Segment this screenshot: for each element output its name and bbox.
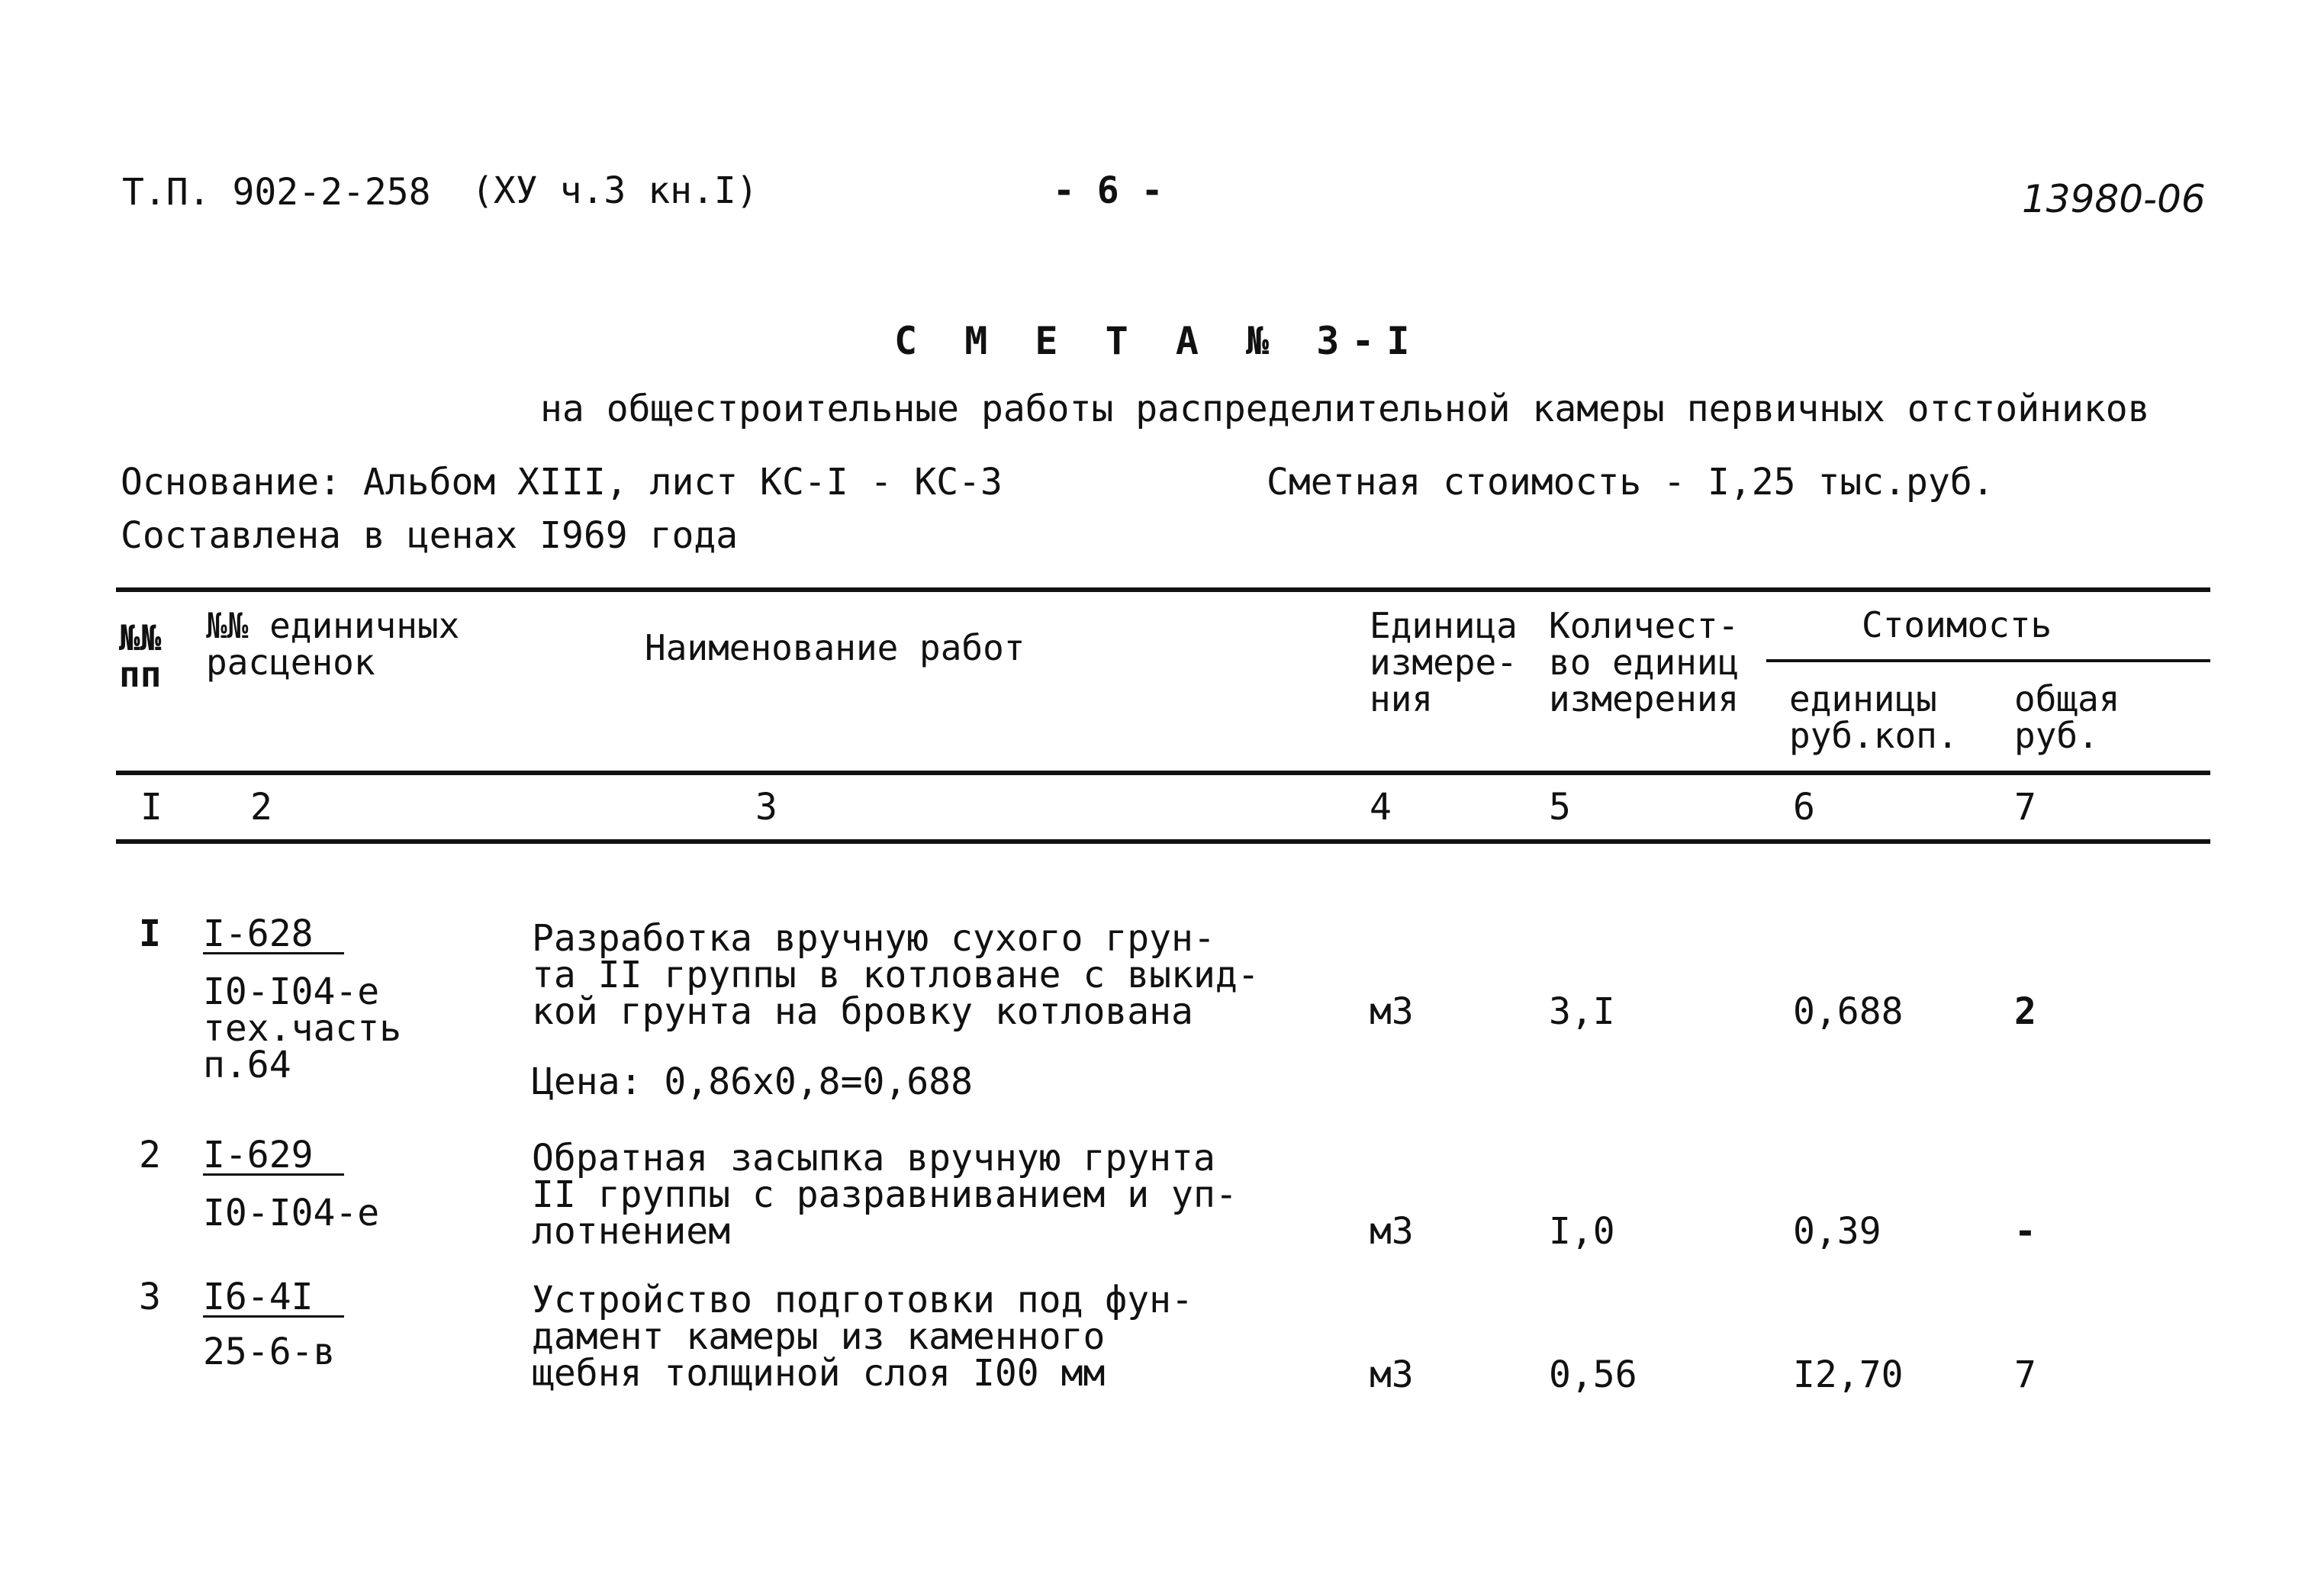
cost-group-rule (1766, 659, 2210, 662)
number-row-rule (116, 839, 2210, 844)
row-number: I (139, 912, 161, 955)
column-number-1: I (140, 786, 163, 829)
column-number-3: 3 (755, 786, 777, 829)
total-cost: 2 (2014, 990, 2036, 1033)
unit-cost: I2,70 (1793, 1353, 1904, 1396)
quantity: 0,56 (1549, 1353, 1637, 1396)
rate-reference: I0-I04-е тех.часть п.64 (203, 970, 402, 1086)
rate-code: I-629 (203, 1137, 344, 1176)
header-cost-group: Стоимость (1862, 604, 2052, 645)
unit-of-measure: м3 (1370, 990, 1414, 1033)
volume-reference: (ХУ ч.3 кн.I) (472, 169, 758, 212)
header-rate-number: №№ единичных расценок (206, 605, 460, 683)
document-title: С М Е Т А № 3-I (894, 319, 1422, 363)
header-total-cost: общая руб. (2014, 678, 2120, 756)
estimated-cost: Сметная стоимость - I,25 тыс.руб. (1267, 461, 1994, 504)
column-number-4: 4 (1370, 786, 1392, 829)
row-number: 2 (139, 1134, 161, 1176)
column-number-2: 2 (250, 786, 272, 829)
column-number-6: 6 (1793, 786, 1815, 829)
header-row-number: №№ пп (119, 617, 162, 695)
header-unit-cost: единицы руб.коп. (1789, 678, 1959, 756)
work-description: Разработка вручную сухого грун- та II группы в котловане с выкид- кой грунта на бровку котлована (532, 917, 1260, 1033)
doc-reference: Т.П. 902-2-258 (122, 171, 431, 214)
work-description: Обратная засыпка вручную грунта II группы с разравниванием и уп- лотнением (532, 1137, 1238, 1253)
page-number: - 6 - (1053, 169, 1164, 212)
unit-of-measure: м3 (1370, 1210, 1414, 1253)
archive-stamp-number: 13980-06 (2022, 177, 2206, 221)
work-description: Устройство подготовки под фун- дамент камеры из каменного щебня толщиной слоя I00 мм (532, 1279, 1193, 1395)
price-basis-line: Составлена в ценах I969 года (121, 514, 739, 557)
unit-cost: 0,39 (1793, 1210, 1881, 1253)
row-number: 3 (139, 1276, 161, 1318)
price-note: Цена: 0,86х0,8=0,688 (532, 1060, 973, 1103)
header-unit: Единица измере- ния (1370, 605, 1518, 719)
unit-cost: 0,688 (1793, 990, 1904, 1033)
header-work-name: Наименование работ (645, 627, 1025, 668)
header-quantity: Количест- во единиц измерения (1549, 605, 1740, 719)
total-cost: 7 (2014, 1353, 2036, 1396)
quantity: I,0 (1549, 1210, 1615, 1253)
column-number-5: 5 (1549, 786, 1571, 829)
table-top-rule (116, 587, 2210, 592)
basis-line: Основание: Альбом XIII, лист КС-I - КС-3 (121, 461, 1003, 504)
rate-code: I-628 (203, 916, 344, 954)
unit-of-measure: м3 (1370, 1353, 1414, 1396)
quantity: 3,I (1549, 990, 1615, 1033)
rate-reference: 25-6-в (203, 1331, 336, 1373)
document-subtitle: на общестроительные работы распределительной камеры первичных отстойников (540, 388, 2150, 430)
rate-reference: I0-I04-е (203, 1192, 380, 1234)
total-cost: - (2014, 1210, 2036, 1253)
header-bottom-rule (116, 771, 2210, 775)
column-number-7: 7 (2014, 786, 2036, 829)
rate-code: I6-4I (203, 1279, 344, 1318)
